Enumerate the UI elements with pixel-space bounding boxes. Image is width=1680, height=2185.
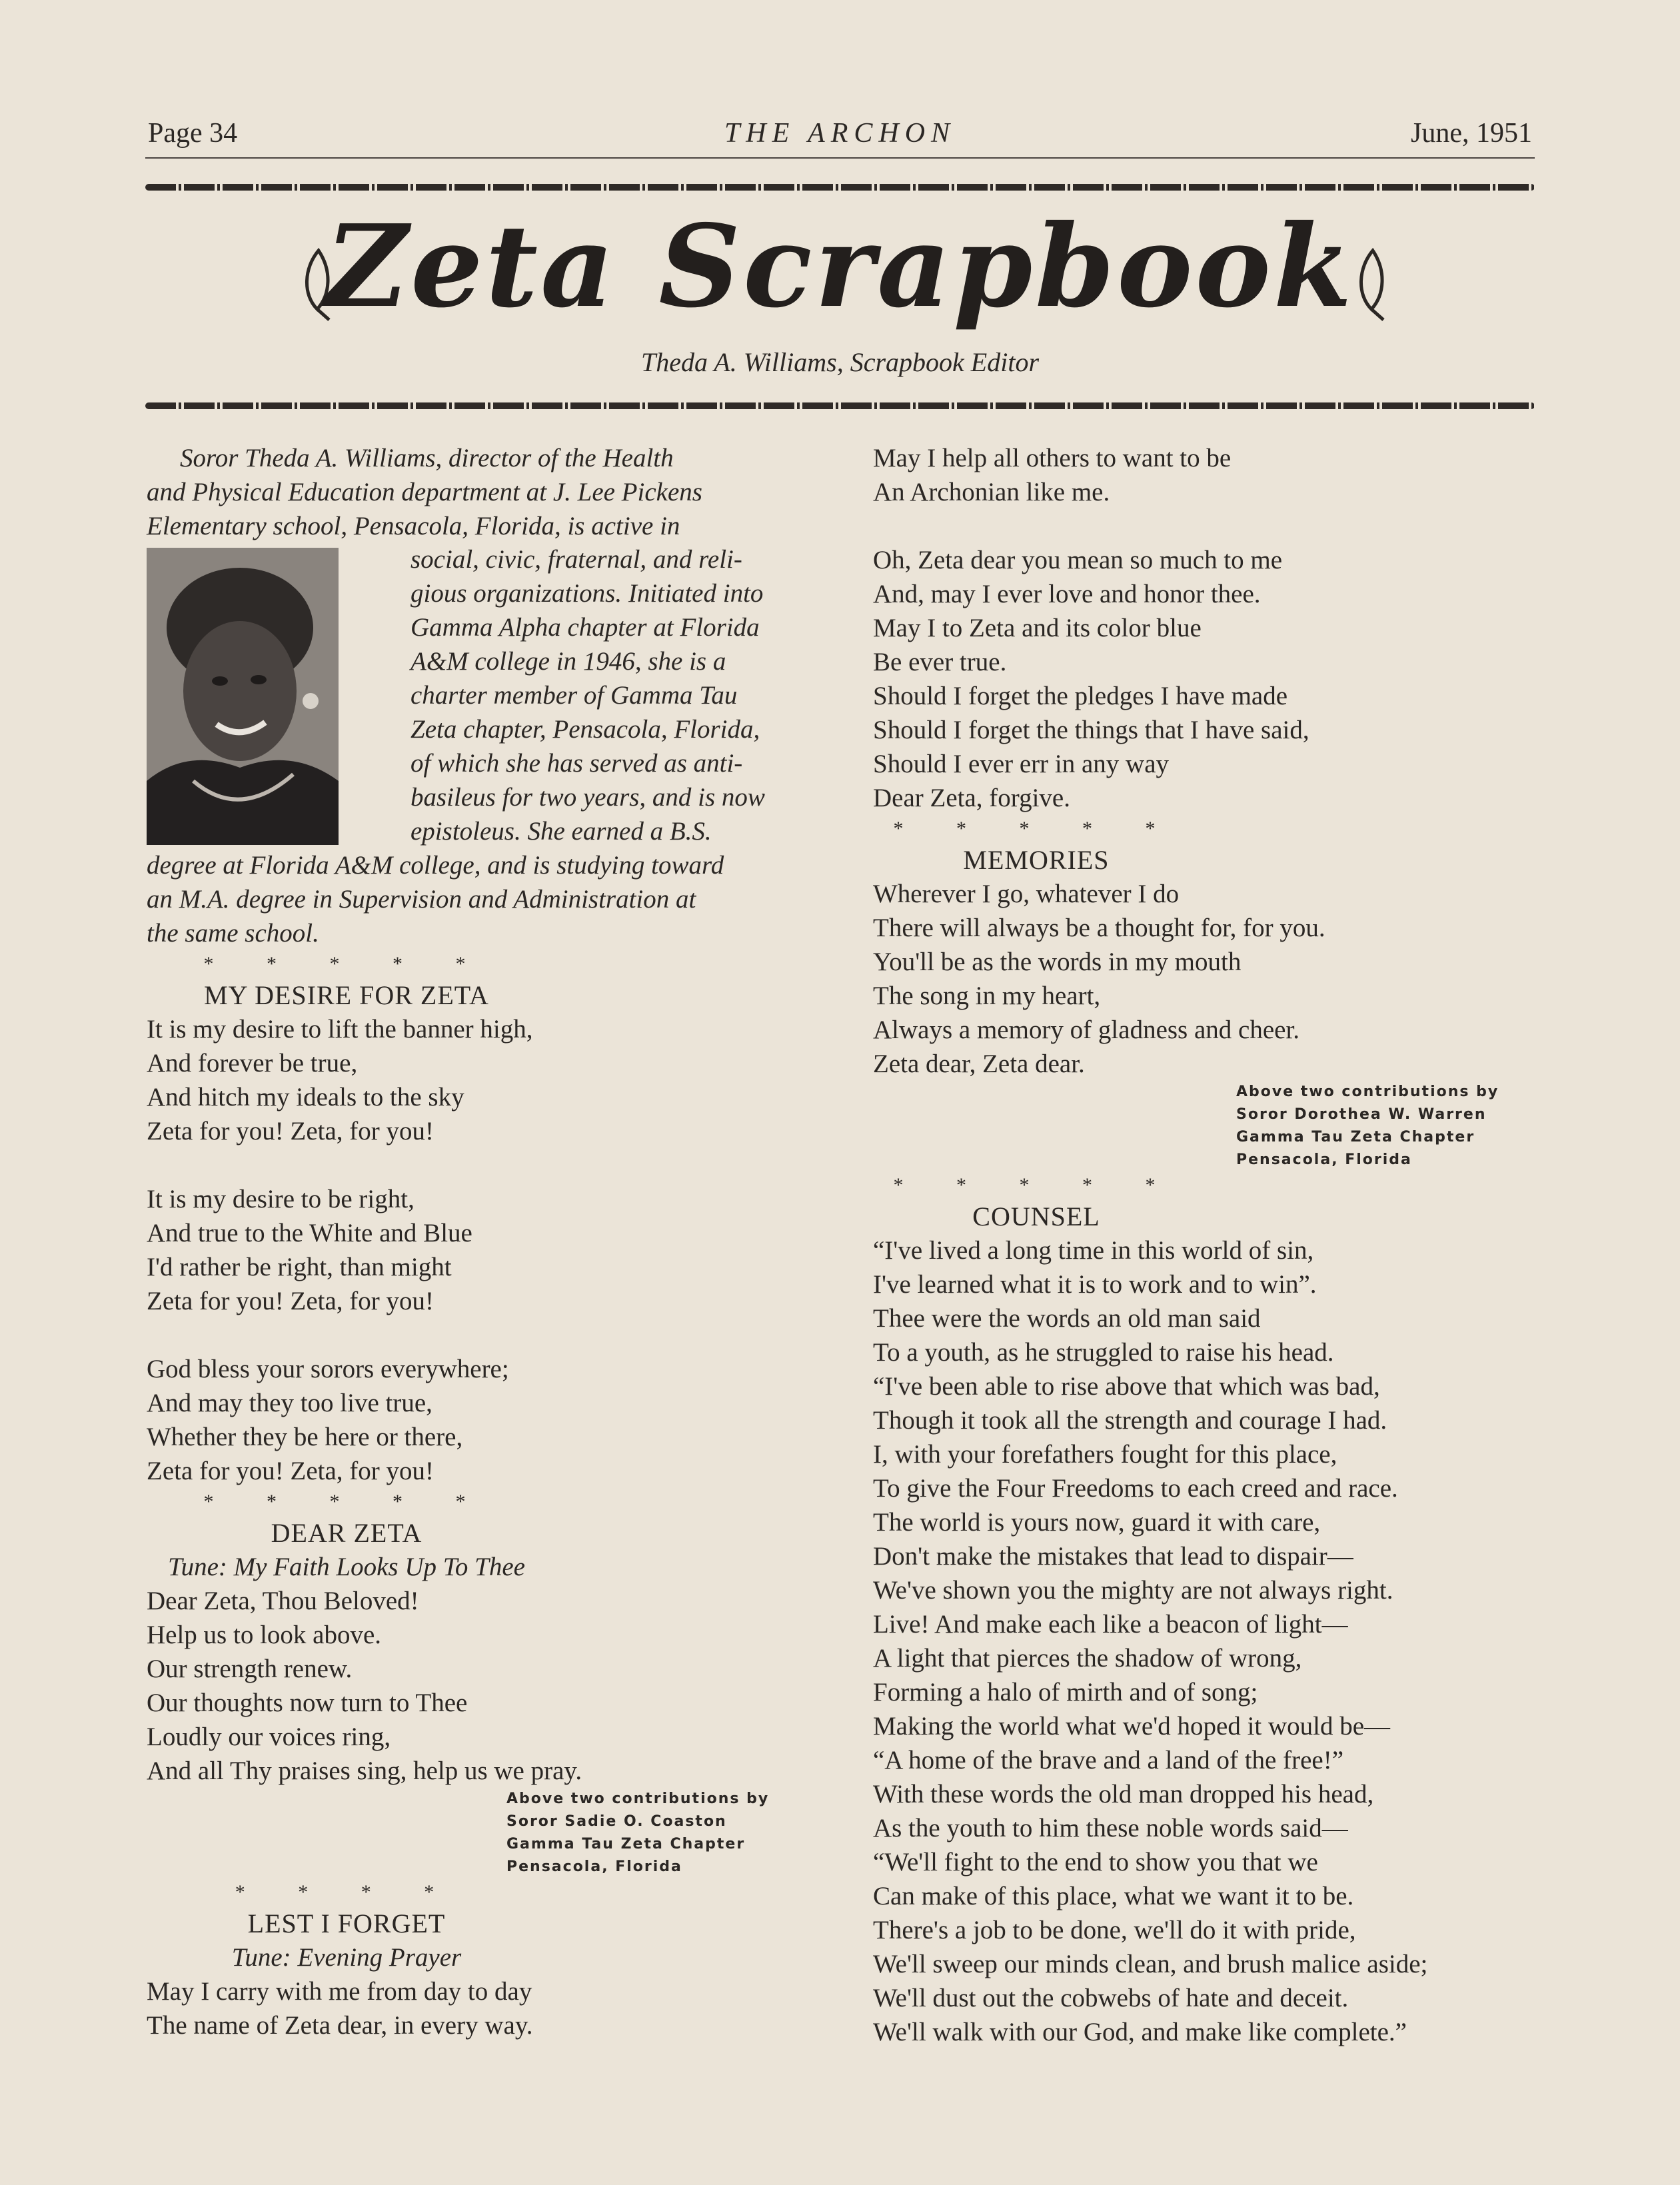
poem-line: I'd rather be right, than might (147, 1253, 452, 1281)
bio-line: Zeta chapter, Pensacola, Florida, (411, 715, 760, 744)
credit-line: Gamma Tau Zeta Chapter (506, 1836, 746, 1852)
credit-line: Above two contributions by (506, 1791, 770, 1807)
bio-line: A&M college in 1946, she is a (411, 647, 726, 676)
portrait-photo (147, 548, 339, 845)
poem-title-counsel: COUNSEL (972, 1201, 1100, 1231)
scrapbook-editor: Theda A. Williams, Scrapbook Editor (640, 347, 1040, 377)
poem-line: And, may I ever love and honor thee. (873, 580, 1261, 608)
poem-line: “I've lived a long time in this world of sin, (873, 1236, 1314, 1265)
poem-line: An Archonian like me. (873, 478, 1110, 506)
credit-line: Soror Dorothea W. Warren (1236, 1106, 1487, 1123)
poem-line: The song in my heart, (873, 982, 1101, 1010)
bio-line: Elementary school, Pensacola, Florida, is active in (147, 512, 680, 540)
poem-line: I, with your forefathers fought for this place, (873, 1440, 1337, 1469)
poem-line: And all Thy praises sing, help us we pray. (147, 1757, 582, 1785)
left-column-body (147, 848, 806, 2042)
poem-line: Though it took all the strength and courage I had. (873, 1406, 1387, 1435)
credit-line: Above two contributions by (1236, 1084, 1499, 1100)
poem-line: And hitch my ideals to the sky (147, 1083, 464, 1111)
masthead-title: Zeta Scrapbook (325, 200, 1355, 333)
contribution-credit (147, 1788, 806, 1878)
bio-top (147, 441, 806, 543)
poem-line: There's a job to be done, we'll do it with pride, (873, 1916, 1356, 1944)
issue-date: June, 1951 (1411, 118, 1532, 149)
poem-line: Should I forget the pledges I have made (873, 682, 1288, 710)
poem-line: Our thoughts now turn to Thee (147, 1689, 468, 1717)
poem-line: The world is yours now, guard it with care, (873, 1508, 1321, 1537)
poem-line: A light that pierces the shadow of wrong, (873, 1644, 1302, 1673)
poem-line: “We'll fight to the end to show you that we (873, 1848, 1318, 1876)
poem-line: Zeta for you! Zeta, for you! (147, 1457, 434, 1485)
poem-line: Help us to look above. (147, 1621, 382, 1649)
poem-line: May I to Zeta and its color blue (873, 614, 1202, 642)
poem-line: It is my desire to be right, (147, 1185, 415, 1213)
poem-line: And true to the White and Blue (147, 1219, 472, 1247)
poem-line: We've shown you the mighty are not always right. (873, 1576, 1393, 1605)
poem-line: Don't make the mistakes that lead to dispair— (873, 1542, 1353, 1571)
poem-line: May I help all others to want to be (873, 444, 1232, 472)
poem-line: We'll dust out the cobwebs of hate and deceit. (873, 1984, 1349, 2012)
bio-line: social, civic, fraternal, and reli- (411, 545, 742, 574)
separator-stars: * * * * * (893, 818, 1180, 840)
separator-stars: * * * * * (893, 1174, 1180, 1196)
contribution-credit (873, 1081, 1539, 1171)
poem-line: Zeta for you! Zeta, for you! (147, 1117, 434, 1145)
poem-title-memories: MEMORIES (963, 845, 1110, 875)
bio-line: epistoleus. She earned a B.S. (411, 817, 712, 846)
bio-wrap (411, 542, 810, 848)
decorative-chain-top (145, 184, 1535, 191)
poem-line: We'll walk with our God, and make like complete.” (873, 2018, 1407, 2046)
poem-line: Dear Zeta, forgive. (873, 784, 1070, 812)
separator-stars: * * * * (235, 1881, 458, 1903)
poem-line: There will always be a thought for, for you. (873, 914, 1325, 942)
credit-line: Pensacola, Florida (506, 1858, 682, 1875)
poem-line: Zeta dear, Zeta dear. (873, 1050, 1085, 1078)
poem-line: May I carry with me from day to day (147, 1977, 532, 2006)
poem-line: With these words the old man dropped his head, (873, 1780, 1374, 1809)
poem-line: It is my desire to lift the banner high, (147, 1015, 533, 1044)
bio-line: and Physical Education department at J. Lee Pickens (147, 478, 702, 506)
page-number: Page 34 (148, 118, 238, 149)
poem-line: Oh, Zeta dear you mean so much to me (873, 546, 1283, 574)
leaf-ornament-right-icon (1353, 248, 1393, 321)
poem-line: And may they too live true, (147, 1389, 432, 1417)
poem-line: Making the world what we'd hoped it would be— (873, 1712, 1391, 1741)
bio-line: Gamma Alpha chapter at Florida (411, 613, 760, 642)
publication-name: THE ARCHON (724, 118, 956, 149)
credit-line: Soror Sadie O. Coaston (506, 1813, 727, 1830)
poem-line: Wherever I go, whatever I do (873, 880, 1180, 908)
poem-tune: Tune: My Faith Looks Up To Thee (168, 1553, 525, 1581)
poem-line: The name of Zeta dear, in every way. (147, 2011, 533, 2040)
poem-line: Should I forget the things that I have said, (873, 716, 1309, 744)
poem-line: You'll be as the words in my mouth (873, 948, 1242, 976)
bio-line: the same school. (147, 919, 319, 948)
poem-line: I've learned what it is to work and to win”. (873, 1270, 1317, 1299)
poem-line: Should I ever err in any way (873, 750, 1170, 778)
poem-line: Dear Zeta, Thou Beloved! (147, 1587, 419, 1615)
bio-line: Soror Theda A. Williams, director of the Health (180, 444, 674, 472)
bio-line: an M.A. degree in Supervision and Administration at (147, 885, 696, 914)
poem-line: Loudly our voices ring, (147, 1723, 391, 1751)
poem-line: Whether they be here or there, (147, 1423, 463, 1451)
poem-title-dear-zeta: DEAR ZETA (271, 1518, 422, 1548)
poem-line: “A home of the brave and a land of the free!” (873, 1746, 1343, 1775)
poem-line: We'll sweep our minds clean, and brush malice aside; (873, 1950, 1428, 1978)
poem-line: To a youth, as he struggled to raise his head. (873, 1338, 1334, 1367)
right-column-body (873, 441, 1539, 2049)
poem-title-lest: LEST I FORGET (247, 1908, 446, 1938)
credit-line: Pensacola, Florida (1236, 1151, 1412, 1168)
poem-line: Be ever true. (873, 648, 1007, 676)
poem-line: Live! And make each like a beacon of light— (873, 1610, 1348, 1639)
bio-line: gious organizations. Initiated into (411, 579, 764, 608)
poem-line: As the youth to him these noble words said— (873, 1814, 1348, 1842)
bio-line: degree at Florida A&M college, and is studying toward (147, 851, 724, 880)
bio-line: charter member of Gamma Tau (411, 681, 738, 710)
poem-tune: Tune: Evening Prayer (231, 1943, 462, 1972)
poem-line: Thee were the words an old man said (873, 1304, 1261, 1333)
poem-line: To give the Four Freedoms to each creed and race. (873, 1474, 1398, 1503)
poem-title-desire: MY DESIRE FOR ZETA (204, 980, 489, 1010)
poem-line: Our strength renew. (147, 1655, 353, 1683)
poem-line: Zeta for you! Zeta, for you! (147, 1287, 434, 1315)
header-rule (145, 157, 1535, 159)
bio-line: of which she has served as anti- (411, 749, 743, 778)
credit-line: Gamma Tau Zeta Chapter (1236, 1129, 1475, 1145)
poem-line: God bless your sorors everywhere; (147, 1355, 509, 1383)
decorative-chain-bottom (145, 402, 1535, 409)
separator-stars: * * * * * (203, 1491, 490, 1513)
separator-stars: * * * * * (203, 953, 490, 975)
bio-line: basileus for two years, and is now (411, 783, 765, 812)
poem-line: And forever be true, (147, 1049, 358, 1078)
poem-line: “I've been able to rise above that which was bad, (873, 1372, 1380, 1401)
poem-line: Forming a halo of mirth and of song; (873, 1678, 1258, 1707)
poem-line: Can make of this place, what we want it to be. (873, 1882, 1354, 1910)
poem-line: Always a memory of gladness and cheer. (873, 1016, 1300, 1044)
